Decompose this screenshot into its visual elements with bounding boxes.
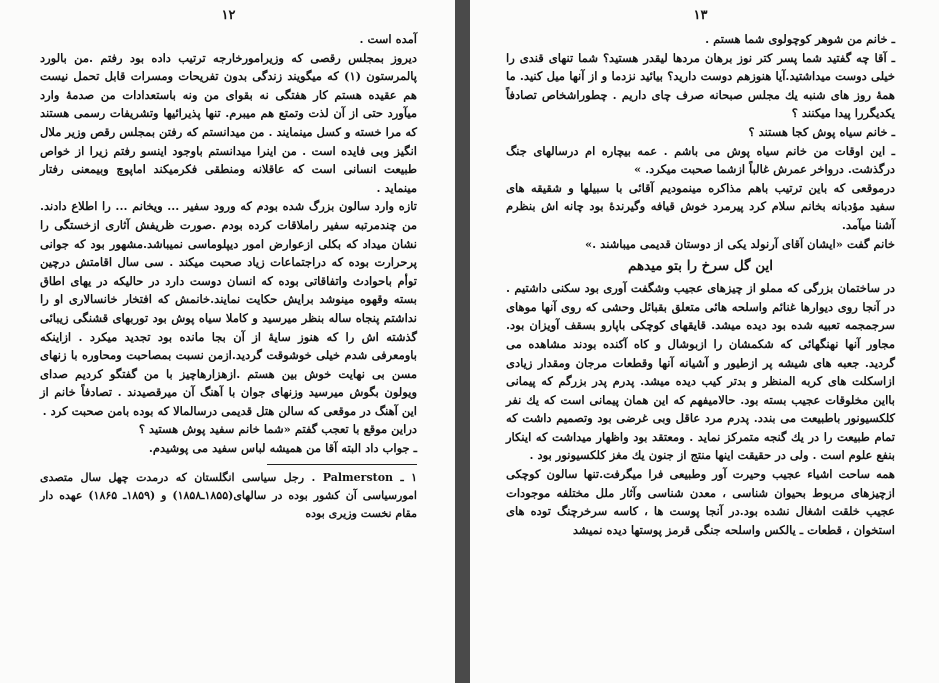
right-page-number: ۱۳ <box>693 8 708 23</box>
right-page-body-top <box>506 30 895 253</box>
paragraph: در ساختمان بزرگی که مملو از چیزهای عجیب وشگفت آوری بود سکنی داشتیم . در آنجا روی دیوارها غنائم واسلحه هائی متعلق بقبائل وحشی که روی آنها موهای سرجمجمه تعبیه شده بود دیده میشد. قایقهای کوچکی باپارو بسقف آویزان بود. مجاور آنها نهنگهائی که شکمشان را ازبوشال و کاه آکنده بودند مشاهده می گردید. جعبه های شیشه پر ازطیور و آشیانه آنها وقطعات مرجان ومقدار زیادی ازاسکلت های کربه المنظر و بدتر کیب دیده میشد. پدرم پدر بزرگم که پیمانی بااین مخلوقات عجیب بسته بود. حالامیفهم که این همان پیمانی است که یك نفر کلکسیونور باطبیعت می بندد. پدرم مرد عاقل وبی غرضی بود وتصمیم داشت که تمام طبیعت را در یك گنجه متمرکز نماید . ومعتقد بود واظهار میداشت که اینکار بنفع علوم است . ولی در حقیقت اینها منتج از جنون یك مغز کلکسیونور بود . <box>506 281 895 463</box>
right-page <box>470 0 939 683</box>
paragraph: ـ خانم من شوهر کوچولوی شما هستم . <box>705 32 895 46</box>
paragraph: ـ این اوقات من خانم سیاه پوش می باشم . عمه بیچاره ام درسالهای جنگ درگذشت. درواخر عمرش غالباً ازشما صحبت میکرد. » <box>506 143 895 177</box>
left-page-body <box>40 30 417 458</box>
paragraph: تازه وارد سالون بزرگ شده بودم که ورود سفیر ... ویخانم ... را اطلاع دادند. من چندمرتبه سفیر راملاقات کرده بودم .صورت ظریفش آثاری ازخستگی را نشان میداد که بکلی ازعوارض امور دیپلوماسی نمیباشد.مشهور بود که جوانی پرحرارت بوده که دراجتماعات زیاد صحبت میکند . سی سال اقامتش درچین توأم باحوادث واتفاقاتی بوده که انسان دوست دارد در حالیکه در یهای اطاق بسته وقهوه مینوشد برایش حکایت نمایند.خانمش که افتخار خانسالاری او را نداشتم پنجاه ساله بنظر میرسید و کاملا سیاه پوش بود توربهای قشنگی زیبائی گذشته اش را که هنوز سایهٔ از آن بجا مانده بود تجدید میکرد . ازاینکه باومعرفی شدم خیلی خوشوقت گردید.ازمن نسبت بمصاحبت ومحاوره با زنهای مسن بی نهایت خوش بین هستم .ازهزارهاچیز با من گفتگو کردیم صدای ویولون بگوش میرسید وزنهای جوان با آهنگ آن میرقصیدند . تصادفاً خانم از این آهنگ در موقعی که سالن هتل قدیمی درسالمالا که بوده بامن صحبت کرد . <box>40 199 417 418</box>
paragraph: خانم گفت «ایشان آقای آرنولد یکی از دوستان قدیمی میباشند .» <box>584 236 895 251</box>
paragraph: دراین موقع با تعجب گفتم «شما خانم سفید پوش هستید ؟ <box>138 422 417 437</box>
chapter-heading: این گل سرخ را بتو میدهم <box>628 258 773 275</box>
book-gutter <box>455 0 470 683</box>
paragraph: درموقعی که باین ترتیب باهم مذاکره مینمودیم آقائی با سبیلها و شقیقه های سفید مؤدبانه بخانم سلام کرد پیرمرد خوش قیافه وگیرندهٔ بود چانه اش بنظرم آشنا میآمد. <box>506 180 895 232</box>
paragraph: ـ خانم سیاه پوش کجا هستند ؟ <box>748 124 895 139</box>
right-page-body-bottom <box>506 279 895 539</box>
paragraph: دیروز بمجلس رقصی که وزیرامورخارجه ترتیب داده بود رفتم .من بالورد پالمرستون (۱) که میگویند زندگی بدون تفریحات ومسرات قابل تحمل نیست هم عقیده هستم کار هفتگی نه بقوای من ونه باستعدادات من صدمهٔ وارد میآورد حتی از آن لذت وتمتع هم میبرم. تنها پذیرائیها وتشریفات رسمی هستند که مرا خسته و کسل مینمایند . من میدانستم که رفتن بمجلس رقص وزیر ملال انگیز وبی فایده است . من اینرا میدانستم باوجود اینسو رفتم زیرا از خواص طبیعت انسانی است که عاقلانه ومنطقی فکرمیکند اماپوچ وبیمعنی رفتار مینماید . <box>40 50 418 195</box>
paragraph: ـ آقا چه گفتید شما پسر کتر نوز برهان مردها لیقدر هستید؟ شما تنهای قندی را خیلی دوست میداشتید.آیا هنوزهم دوست دارید؟ بیائید نزدما و از آنها میل کنید. ما همهٔ روز های شنبه یك مجلس صبحانه صرف چای داریم . چطوراشخاص تصادفاً یکدیگررا پیدا میکنند ؟ <box>506 50 895 121</box>
paragraph: همه ساحت اشیاء عجیب وحیرت آور وطبیعی فرا میگرفت.تنها سالون کوچکی ازچیزهای مربوط بحیوان شناسی ، معدن شناسی وآثار ملل مختلفه موجودات عجیب خلقت اشغال نشده بود.در آنجا پوست ها ، کاسه سرخرچنگ توده های استخوان ، قطعات ـ یالکس واسلحه جنگی قرمز پوستها دیده نمیشد <box>506 467 895 537</box>
paragraph: آمده است . <box>359 32 417 46</box>
left-page-number: ۱۲ <box>221 8 236 23</box>
footnote: ۱ ـ Palmerston . رجل سیاسی انگلستان که درمدت چهل سال متصدی امورسیاسی آن کشور بوده در سالهای(۱۸۵۵ـ۱۸۵۸) و (۱۸۵۹ـ ۱۸۶۵) عهده دار مقام نخست وزیری بوده <box>40 470 417 520</box>
left-page <box>0 0 455 683</box>
paragraph: ـ جواب داد البته آقا من همیشه لباس سفید می پوشیدم. <box>148 441 417 456</box>
footnote-divider <box>267 464 417 465</box>
